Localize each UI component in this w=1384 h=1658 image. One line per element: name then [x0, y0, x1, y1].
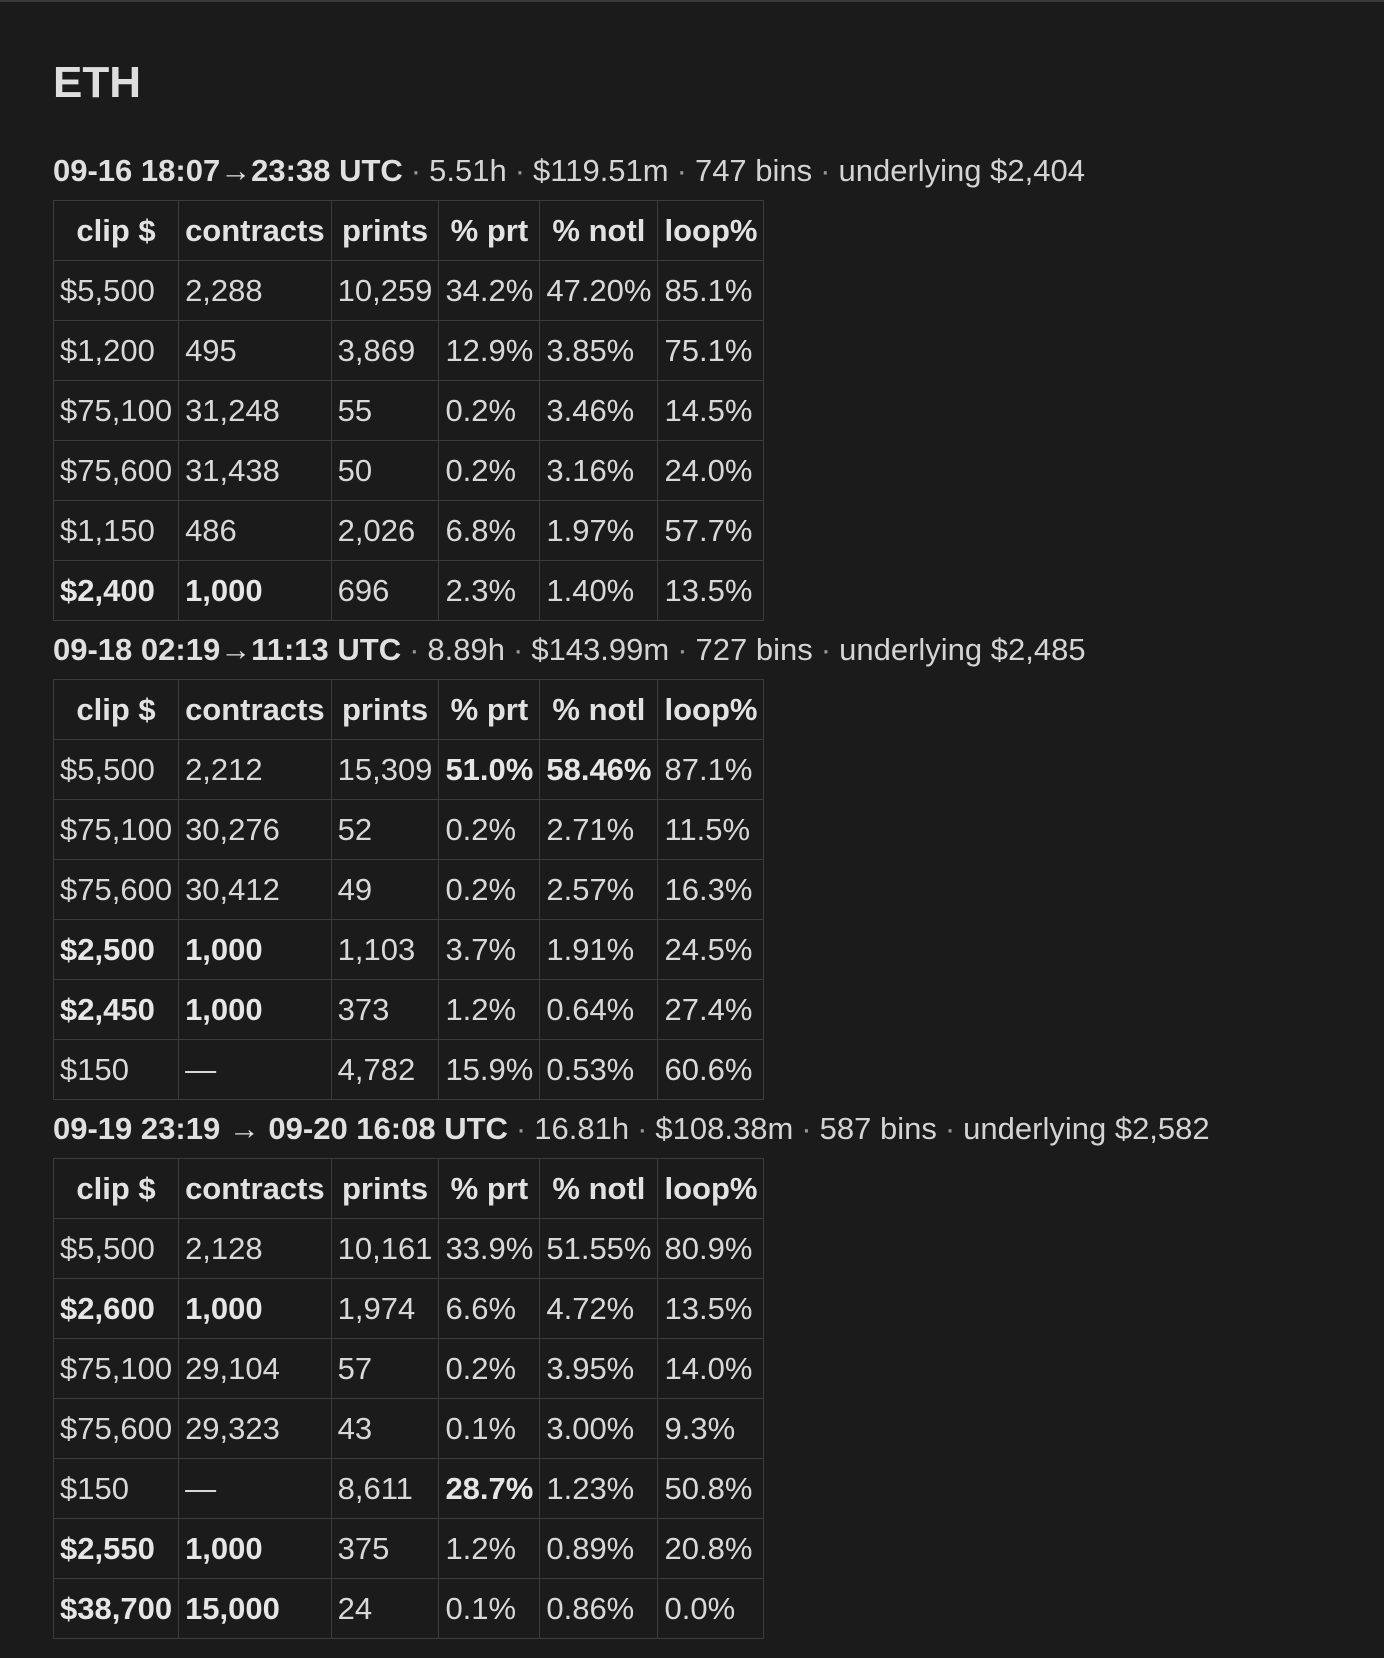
cell-prints: 10,259 [331, 261, 439, 321]
session-bins: 727 bins [695, 632, 813, 667]
session-underlying: underlying $2,582 [963, 1111, 1210, 1146]
cell-contracts: — [179, 1459, 332, 1519]
session-header: 09-19 23:19 → 09-20 16:08 UTC · 16.81h · $108.38m · 587 bins · underlying $2,582 [53, 1111, 1210, 1146]
cell-loop: 75.1% [658, 321, 764, 381]
cell-clip: $75,100 [54, 800, 179, 860]
cell-contracts: 31,438 [179, 441, 332, 501]
col-pct-notl: % notl [540, 1159, 658, 1219]
table-row [54, 740, 764, 800]
session-section [53, 142, 1373, 621]
col-clip: clip $ [54, 201, 179, 261]
session-duration: 16.81h [534, 1111, 630, 1146]
cell-prints: 2,026 [331, 501, 439, 561]
cell-loop: 85.1% [658, 261, 764, 321]
col-contracts: contracts [179, 680, 332, 740]
table-row [54, 1339, 764, 1399]
table-row [54, 1279, 764, 1339]
table-row [54, 261, 764, 321]
cell-clip: $2,400 [54, 561, 179, 621]
col-loop: loop% [658, 201, 764, 261]
cell-prints: 52 [331, 800, 439, 860]
cell-contracts: 495 [179, 321, 332, 381]
col-loop: loop% [658, 680, 764, 740]
cell-pct-notl: 0.64% [540, 980, 658, 1040]
table-row [54, 1579, 764, 1639]
cell-pct-notl: 1.40% [540, 561, 658, 621]
cell-pct-prt: 6.8% [439, 501, 540, 561]
table-row [54, 561, 764, 621]
cell-pct-prt: 0.2% [439, 381, 540, 441]
cell-clip: $150 [54, 1459, 179, 1519]
cell-loop: 24.0% [658, 441, 764, 501]
col-prints: prints [331, 201, 439, 261]
cell-pct-notl: 51.55% [540, 1219, 658, 1279]
cell-pct-prt: 1.2% [439, 980, 540, 1040]
col-contracts: contracts [179, 1159, 332, 1219]
session-range: 09-16 18:07→23:38 UTC [53, 153, 403, 188]
cell-pct-prt: 12.9% [439, 321, 540, 381]
cell-pct-notl: 3.46% [540, 381, 658, 441]
cell-prints: 57 [331, 1339, 439, 1399]
cell-prints: 24 [331, 1579, 439, 1639]
cell-pct-prt: 0.1% [439, 1579, 540, 1639]
table-row [54, 1459, 764, 1519]
session-range: 09-18 02:19→11:13 UTC [53, 632, 402, 667]
col-pct-prt: % prt [439, 680, 540, 740]
session-header: 09-18 02:19→11:13 UTC · 8.89h · $143.99m · 727 bins · underlying $2,485 [53, 632, 1086, 667]
cell-loop: 87.1% [658, 740, 764, 800]
col-clip: clip $ [54, 1159, 179, 1219]
table-header-row [54, 201, 764, 261]
cell-loop: 11.5% [658, 800, 764, 860]
page [53, 50, 1373, 1639]
session-underlying: underlying $2,485 [839, 632, 1086, 667]
cell-loop: 24.5% [658, 920, 764, 980]
session-header: 09-16 18:07→23:38 UTC · 5.51h · $119.51m · 747 bins · underlying $2,404 [53, 153, 1085, 188]
cell-clip: $38,700 [54, 1579, 179, 1639]
cell-pct-notl: 58.46% [540, 740, 658, 800]
cell-loop: 20.8% [658, 1519, 764, 1579]
cell-contracts: 30,412 [179, 860, 332, 920]
cell-loop: 0.0% [658, 1579, 764, 1639]
cell-pct-prt: 3.7% [439, 920, 540, 980]
cell-prints: 43 [331, 1399, 439, 1459]
cell-pct-prt: 34.2% [439, 261, 540, 321]
cell-prints: 15,309 [331, 740, 439, 800]
cell-clip: $2,500 [54, 920, 179, 980]
clip-table [53, 679, 764, 1100]
cell-pct-prt: 0.2% [439, 860, 540, 920]
cell-pct-prt: 0.2% [439, 800, 540, 860]
session-notional: $143.99m [531, 632, 670, 667]
cell-prints: 50 [331, 441, 439, 501]
cell-pct-prt: 51.0% [439, 740, 540, 800]
cell-pct-notl: 1.91% [540, 920, 658, 980]
cell-prints: 1,103 [331, 920, 439, 980]
cell-contracts: 1,000 [179, 980, 332, 1040]
col-prints: prints [331, 680, 439, 740]
cell-contracts: 1,000 [179, 1279, 332, 1339]
cell-pct-prt: 28.7% [439, 1459, 540, 1519]
session-duration: 5.51h [429, 153, 507, 188]
table-header-row [54, 1159, 764, 1219]
cell-pct-prt: 0.2% [439, 1339, 540, 1399]
cell-pct-notl: 1.23% [540, 1459, 658, 1519]
cell-prints: 8,611 [331, 1459, 439, 1519]
session-bins: 587 bins [819, 1111, 937, 1146]
cell-loop: 60.6% [658, 1040, 764, 1100]
cell-loop: 16.3% [658, 860, 764, 920]
cell-clip: $2,600 [54, 1279, 179, 1339]
cell-clip: $2,550 [54, 1519, 179, 1579]
cell-contracts: — [179, 1040, 332, 1100]
cell-pct-prt: 33.9% [439, 1219, 540, 1279]
cell-pct-notl: 0.86% [540, 1579, 658, 1639]
session-bins: 747 bins [694, 153, 813, 188]
table-row [54, 381, 764, 441]
cell-pct-notl: 0.53% [540, 1040, 658, 1100]
cell-contracts: 31,248 [179, 381, 332, 441]
cell-contracts: 2,128 [179, 1219, 332, 1279]
session-range: 09-19 23:19 → 09-20 16:08 UTC [53, 1111, 508, 1146]
cell-clip: $150 [54, 1040, 179, 1100]
cell-pct-prt: 2.3% [439, 561, 540, 621]
table-row [54, 860, 764, 920]
table-row [54, 1219, 764, 1279]
col-pct-prt: % prt [439, 1159, 540, 1219]
cell-pct-prt: 6.6% [439, 1279, 540, 1339]
cell-prints: 55 [331, 381, 439, 441]
cell-clip: $1,200 [54, 321, 179, 381]
cell-clip: $75,600 [54, 441, 179, 501]
cell-contracts: 486 [179, 501, 332, 561]
cell-clip: $2,450 [54, 980, 179, 1040]
cell-pct-notl: 0.89% [540, 1519, 658, 1579]
cell-clip: $75,600 [54, 860, 179, 920]
cell-pct-notl: 2.71% [540, 800, 658, 860]
cell-prints: 4,782 [331, 1040, 439, 1100]
cell-prints: 696 [331, 561, 439, 621]
clip-table [53, 200, 764, 621]
cell-contracts: 1,000 [179, 561, 332, 621]
cell-loop: 27.4% [658, 980, 764, 1040]
cell-loop: 13.5% [658, 561, 764, 621]
cell-pct-notl: 3.85% [540, 321, 658, 381]
table-row [54, 321, 764, 381]
cell-loop: 57.7% [658, 501, 764, 561]
table-row [54, 1399, 764, 1459]
col-prints: prints [331, 1159, 439, 1219]
cell-contracts: 30,276 [179, 800, 332, 860]
cell-contracts: 1,000 [179, 920, 332, 980]
cell-contracts: 15,000 [179, 1579, 332, 1639]
session-section [53, 1100, 1373, 1639]
cell-clip: $5,500 [54, 261, 179, 321]
session-duration: 8.89h [427, 632, 505, 667]
cell-loop: 9.3% [658, 1399, 764, 1459]
session-notional: $119.51m [533, 153, 669, 188]
table-row [54, 800, 764, 860]
session-section [53, 621, 1373, 1100]
cell-pct-prt: 0.2% [439, 441, 540, 501]
cell-clip: $5,500 [54, 740, 179, 800]
cell-pct-notl: 2.57% [540, 860, 658, 920]
cell-pct-notl: 4.72% [540, 1279, 658, 1339]
col-pct-notl: % notl [540, 201, 658, 261]
cell-loop: 80.9% [658, 1219, 764, 1279]
col-pct-notl: % notl [540, 680, 658, 740]
cell-prints: 1,974 [331, 1279, 439, 1339]
cell-clip: $1,150 [54, 501, 179, 561]
col-pct-prt: % prt [439, 201, 540, 261]
cell-pct-notl: 3.00% [540, 1399, 658, 1459]
cell-loop: 13.5% [658, 1279, 764, 1339]
session-underlying: underlying $2,404 [838, 153, 1085, 188]
table-header-row [54, 680, 764, 740]
clip-table [53, 1158, 764, 1639]
cell-prints: 373 [331, 980, 439, 1040]
cell-pct-notl: 1.97% [540, 501, 658, 561]
cell-contracts: 29,104 [179, 1339, 332, 1399]
cell-clip: $75,100 [54, 1339, 179, 1399]
cell-loop: 50.8% [658, 1459, 764, 1519]
cell-clip: $75,600 [54, 1399, 179, 1459]
cell-contracts: 2,212 [179, 740, 332, 800]
col-clip: clip $ [54, 680, 179, 740]
cell-loop: 14.5% [658, 381, 764, 441]
cell-pct-notl: 3.16% [540, 441, 658, 501]
cell-contracts: 1,000 [179, 1519, 332, 1579]
table-row [54, 441, 764, 501]
cell-pct-notl: 3.95% [540, 1339, 658, 1399]
cell-contracts: 2,288 [179, 261, 332, 321]
col-loop: loop% [658, 1159, 764, 1219]
cell-pct-prt: 0.1% [439, 1399, 540, 1459]
cell-pct-prt: 1.2% [439, 1519, 540, 1579]
cell-clip: $75,100 [54, 381, 179, 441]
cell-prints: 10,161 [331, 1219, 439, 1279]
cell-clip: $5,500 [54, 1219, 179, 1279]
cell-prints: 49 [331, 860, 439, 920]
cell-pct-notl: 47.20% [540, 261, 658, 321]
cell-prints: 375 [331, 1519, 439, 1579]
table-row [54, 1040, 764, 1100]
page-title: ETH [53, 58, 141, 107]
table-row [54, 980, 764, 1040]
window-top-border [0, 0, 1384, 2]
session-notional: $108.38m [655, 1111, 794, 1146]
cell-pct-prt: 15.9% [439, 1040, 540, 1100]
cell-prints: 3,869 [331, 321, 439, 381]
cell-contracts: 29,323 [179, 1399, 332, 1459]
table-row [54, 501, 764, 561]
table-row [54, 920, 764, 980]
cell-loop: 14.0% [658, 1339, 764, 1399]
table-row [54, 1519, 764, 1579]
col-contracts: contracts [179, 201, 332, 261]
